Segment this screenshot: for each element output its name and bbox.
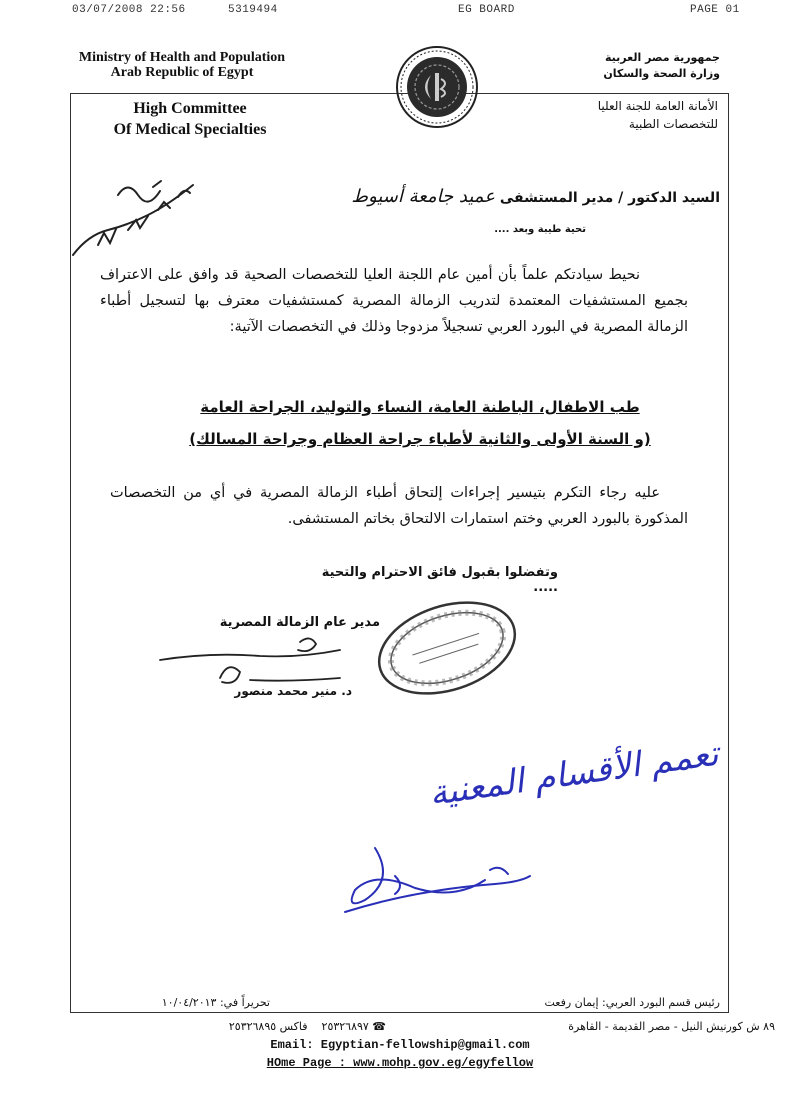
signatory-name: د. منير محمد منصور [234,684,352,698]
signatory-title: مدير عام الزمالة المصرية [219,615,380,630]
footer-email: Email: Egyptian-fellowship@gmail.com [270,1038,530,1052]
fax-page: PAGE 01 [690,4,740,16]
specialties-title-ar: للتخصصات الطبية [628,117,718,131]
footer-contacts [86,1020,386,1033]
official-stamp [372,598,522,698]
greeting: تحية طيبة وبعد .... [494,224,586,235]
addressee-handwritten: عميد جامعة أسيوط [351,186,495,207]
footer-department-head: رئيس قسم البورد العربي: إيمان رفعت [544,996,720,1009]
republic-title-ar: جمهورية مصر العربية [605,51,720,64]
footer-fax-label: فاكس [279,1020,308,1033]
addressee-title: السيد الدكتور / مدير المستشفى [499,190,720,206]
ministry-title-ar: وزارة الصحة والسكان [603,67,720,80]
specialties-line-2: (و السنة الأولى والثانية لأطباء جراحة العظام وجراحة المسالك) [189,430,651,448]
footer-fax: ٢٥٣٢٦٨٩٥ [228,1020,277,1033]
specialties-line-1: طب الاطفال، الباطنة العامة، النساء والتوليد، الجراحة العامة [200,398,640,416]
ministry-title-en: Ministry of Health and Population [78,50,286,65]
handwritten-margin-note [58,175,208,265]
committee-line2: Of Medical Specialties [113,121,267,138]
body-paragraph-2: عليه رجاء التكرم بتيسير إجراءات إلتحاق أطباء الزمالة المصرية في أي من التخصصات المذكورة بالبورد العربي وختم استمارات الالتحاق بخاتم المستشفى. [110,485,688,527]
blue-signature [335,840,535,920]
addressee-line [250,186,720,207]
secretariat-title-ar: الأمانة العامة للجنة العليا [597,99,718,113]
handwritten-instruction: تعمم الأقسام المعنية [426,733,721,814]
committee-line1: High Committee [133,100,247,117]
phone-icon: ☎ [372,1020,386,1033]
ministry-emblem [395,45,479,129]
footer-address: ٨٩ ش كورنيش النيل - مصر القديمة - القاهرة [568,1020,775,1033]
body-paragraph-1: نحيط سيادتكم علماً بأن أمين عام اللجنة العليا للتخصصات الصحية قد وافق على الاعتراف بجميع المستشفيات المعتمدة لتدريب الزمالة المصرية كمستشفيات معترف بها لتسجيل أطباء الزمالة المصرية في البورد العربي تسجيلاً مزدوجا وذلك في التخصصات الآتية: [100,267,688,335]
footer-home-page: HOme Page : www.mohp.gov.eg/egyfellow [266,1056,534,1070]
fax-number: 5319494 [228,4,278,16]
closing-line: وتفضلوا بقبول فائق الاحترام والتحية ..... [321,565,558,595]
footer-date: تحريراً في: ١٠/٠٤/٢٠١٣ [161,996,270,1009]
fax-sender: EG BOARD [458,4,515,16]
signature-mark [150,630,370,690]
footer-phone: ٢٥٣٢٦٨٩٧ [321,1020,369,1033]
country-title-en: Arab Republic of Egypt [110,65,254,80]
fax-datetime: 03/07/2008 22:56 [72,4,186,16]
